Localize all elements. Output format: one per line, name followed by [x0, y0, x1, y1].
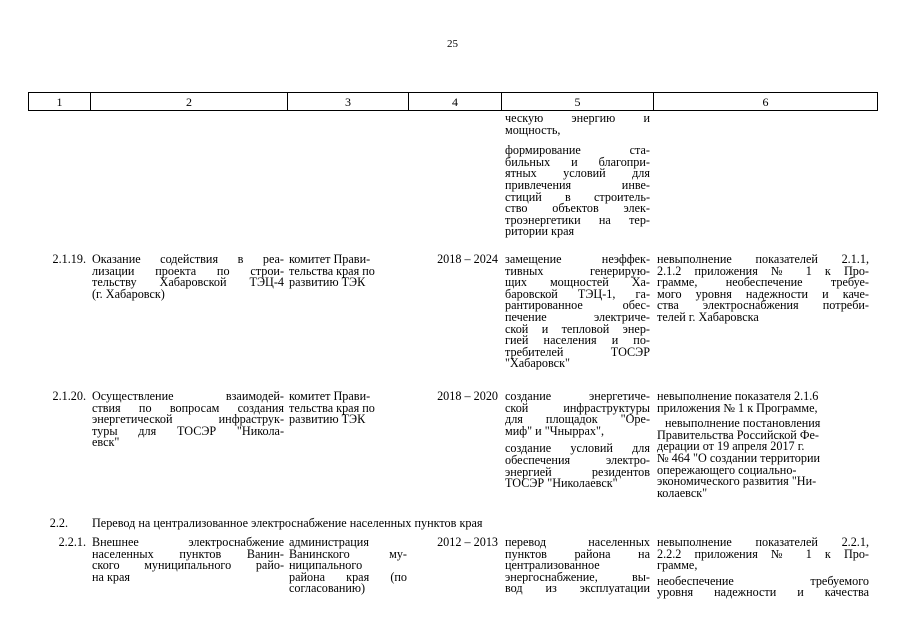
text-line: невыполнение показателей 2.1.1,	[657, 252, 869, 266]
text-line: перевод населенных	[505, 535, 650, 549]
text-line: развитию ТЭК	[289, 275, 366, 290]
measure-name	[92, 391, 284, 449]
text-line: пунктов района на	[505, 546, 650, 561]
expected-result	[505, 254, 650, 370]
column-header-1: 1	[29, 93, 91, 111]
text-line: ятных условий для	[505, 166, 650, 181]
page-number: 25	[447, 38, 458, 50]
text-line: ритории края	[505, 224, 575, 239]
text-line: ческую энергию и	[505, 111, 650, 125]
period: 2018 – 2020	[437, 389, 498, 403]
consequence-paragraph	[657, 418, 869, 499]
text-line: туры для ТОСЭР "Никола-	[92, 423, 284, 438]
text-line: евск"	[92, 435, 120, 450]
text-line: энергоснабжение, вы-	[505, 569, 650, 584]
text-line: необеспечение требуемого	[657, 573, 869, 588]
text-line: невыполнение показателя 2.1.6	[657, 389, 819, 403]
text-line: развитию ТЭК	[289, 412, 366, 427]
text-line: ской и тепловой энер-	[505, 321, 650, 336]
text-line: ство объектов элек-	[505, 201, 650, 216]
consequence-paragraph	[657, 391, 869, 414]
text-line: требителей ТОСЭР	[505, 344, 650, 359]
text-line: телей г. Хабаровска	[657, 309, 759, 324]
text-line: населенных пунктов Ванин-	[92, 546, 284, 561]
text-line: создание условий для	[505, 441, 650, 456]
result-paragraph	[505, 145, 650, 238]
consequences	[657, 254, 869, 324]
text-line: 2.2.2 приложения № 1 к Про-	[657, 546, 869, 561]
text-line: создание энергетиче-	[505, 389, 650, 403]
text-line: колаевск"	[657, 485, 708, 500]
row-number: 2.2.1.	[58, 535, 86, 549]
expected-result	[505, 391, 650, 490]
text-line: печение электриче-	[505, 309, 650, 324]
text-line: (г. Хабаровск)	[92, 286, 165, 301]
text-line: приложения № 1 к Программе,	[657, 400, 818, 415]
expected-result	[505, 537, 650, 595]
section-number: 2.2.	[49, 516, 68, 530]
text-line: невыполнение показателей 2.2.1,	[657, 535, 869, 549]
text-line: ства электроснабжения потреби-	[657, 298, 869, 313]
text-line: Осуществление взаимодей-	[92, 389, 284, 403]
column-header-6: 6	[654, 93, 878, 111]
text-line: опережающего социально-	[657, 462, 797, 477]
text-line: комитет Прави-	[289, 252, 371, 266]
text-line: грамме, необеспечение требуе-	[657, 275, 869, 290]
text-line: экономического развития "Ни-	[657, 474, 817, 489]
text-line: привлечения инве-	[505, 177, 650, 192]
period: 2018 – 2024	[437, 252, 498, 266]
responsible-executor	[289, 254, 407, 289]
text-line: бильных и благопри-	[505, 154, 650, 169]
text-line: мого уровня надежности и каче-	[657, 286, 869, 301]
responsible-executor	[289, 391, 407, 426]
text-line: Ванинского му-	[289, 546, 407, 561]
text-line: формирование ста-	[505, 143, 650, 158]
text-line: ской инфраструктуры	[505, 400, 650, 415]
text-line: вод из эксплуатации	[505, 581, 650, 596]
consequence-paragraph	[657, 573, 869, 600]
text-line: энергетической инфраструк-	[92, 412, 284, 427]
continuation-results	[505, 113, 650, 238]
row-number: 2.1.20.	[52, 389, 86, 403]
result-paragraph	[505, 443, 650, 489]
column-header-4: 4	[409, 93, 502, 111]
text-line: "Хабаровск"	[505, 356, 570, 371]
text-line: мощность,	[505, 122, 561, 137]
text-line: согласованию)	[289, 581, 366, 596]
text-line: дерации от 19 апреля 2017 г.	[657, 439, 805, 454]
text-line: на края	[92, 569, 131, 584]
consequences	[657, 391, 869, 499]
text-line: невыполнение постановления	[665, 416, 821, 431]
text-line: Внешнее электроснабжение	[92, 535, 284, 549]
section-title: Перевод на централизованное электроснабжение населенных пунктов края	[92, 516, 483, 530]
text-line: щих мощностей Ха-	[505, 275, 650, 290]
column-header-5: 5	[502, 93, 654, 111]
text-line: тивных генерирую-	[505, 263, 650, 278]
text-line: централизованное	[505, 558, 600, 573]
text-line: Оказание содействия в реа-	[92, 252, 284, 266]
text-line: тельству Хабаровской ТЭЦ-4	[92, 275, 284, 290]
text-line: замещение неэффек-	[505, 252, 650, 266]
consequences	[657, 537, 869, 599]
text-line: грамме,	[657, 558, 698, 573]
column-header-2: 2	[91, 93, 288, 111]
text-line: № 464 "О создании территории	[657, 450, 820, 465]
text-line: уровня надежности и качества	[657, 585, 869, 600]
result-paragraph	[505, 113, 650, 136]
result-paragraph	[505, 391, 650, 437]
period: 2012 – 2013	[437, 535, 498, 549]
text-line: Правительства Российской Фе-	[657, 427, 819, 442]
text-line: стиций в строитель-	[505, 189, 650, 204]
text-line: ниципального	[289, 558, 363, 573]
column-header-3: 3	[288, 93, 409, 111]
text-line: ского муниципального райо-	[92, 558, 284, 573]
text-line: комитет Прави-	[289, 389, 371, 403]
measure-name	[92, 537, 284, 583]
column-number-header	[28, 92, 878, 111]
text-line: ствия по вопросам создания	[92, 400, 284, 415]
text-line: обеспечения электро-	[505, 452, 650, 467]
text-line: для площадок "Оре-	[505, 412, 650, 427]
text-line: энергией резидентов	[505, 464, 650, 479]
text-line: ТОСЭР "Николаевск"	[505, 476, 618, 491]
text-line: администрация	[289, 535, 369, 549]
text-line: баровской ТЭЦ-1, га-	[505, 286, 650, 301]
text-line: тельства края по	[289, 263, 375, 278]
text-line: района края (по	[289, 569, 407, 584]
text-line: 2.1.2 приложения № 1 к Про-	[657, 263, 869, 278]
row-number: 2.1.19.	[52, 252, 86, 266]
text-line: рантированное обес-	[505, 298, 650, 313]
text-line: тельства края по	[289, 400, 375, 415]
responsible-executor	[289, 537, 407, 595]
consequence-paragraph	[657, 537, 869, 572]
text-line: миф" и "Чныррах",	[505, 423, 605, 438]
text-line: троэнергетики на тер-	[505, 212, 650, 227]
text-line: лизации проекта по строи-	[92, 263, 284, 278]
measure-name	[92, 254, 284, 300]
text-line: гией населения и по-	[505, 333, 650, 348]
